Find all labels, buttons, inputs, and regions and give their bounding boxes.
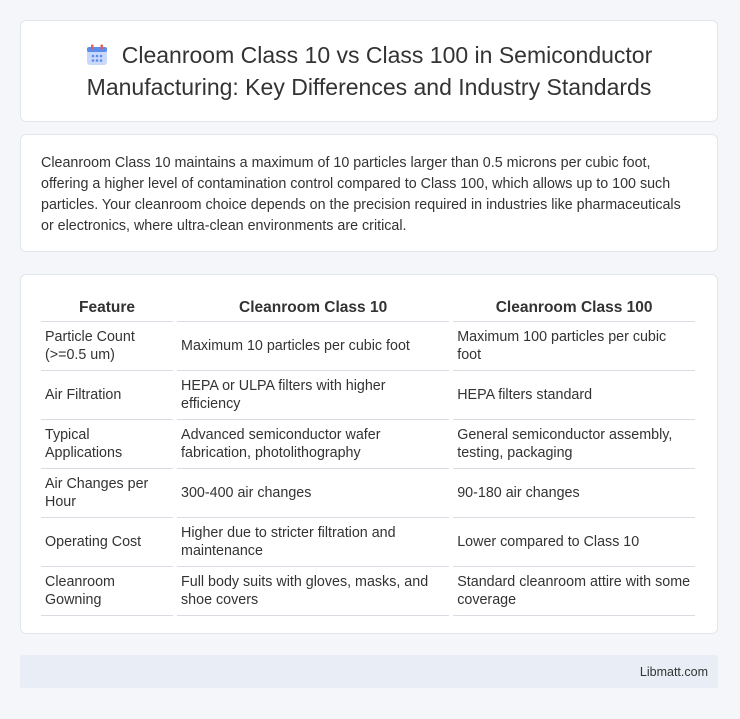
comparison-card xyxy=(20,274,718,634)
class-10-cell: Full body suits with gloves, masks, and shoe covers xyxy=(177,567,449,616)
footer-bar xyxy=(20,655,718,688)
feature-cell: Cleanroom Gowning xyxy=(41,567,173,616)
comparison-table xyxy=(37,297,699,616)
table-row xyxy=(41,420,695,469)
footer-brand: Libmatt.com xyxy=(639,664,708,679)
table-header-row xyxy=(41,297,695,322)
feature-cell: Particle Count (>=0.5 um) xyxy=(41,322,173,371)
page-title xyxy=(49,41,689,102)
class-10-cell: Maximum 10 particles per cubic foot xyxy=(177,322,449,371)
page-title-text: Cleanroom Class 10 vs Class 100 in Semiconductor Manufacturing: Key Differences and Industry Standards xyxy=(86,41,653,100)
class-10-cell: Advanced semiconductor wafer fabrication, photolithography xyxy=(177,420,449,469)
intro-paragraph: Cleanroom Class 10 maintains a maximum of 10 particles larger than 0.5 microns per cubic foot, offering a higher level of contamination control compared to Class 100, which allows up to 100 such particles. Your cleanroom choice depends on the precision required in industries like pharmaceuticals or electronics, where ultra-clean environments are critical. xyxy=(41,155,681,234)
class-100-cell: Maximum 100 particles per cubic foot xyxy=(453,322,695,371)
class-100-cell: 90-180 air changes xyxy=(453,469,695,518)
intro-card xyxy=(20,134,718,252)
class-10-cell: HEPA or ULPA filters with higher efficiency xyxy=(177,371,449,420)
class-10-cell: 300-400 air changes xyxy=(177,469,449,518)
class-10-cell: Higher due to stricter filtration and maintenance xyxy=(177,518,449,567)
header-class-100: Cleanroom Class 100 xyxy=(453,297,695,322)
class-100-cell: Standard cleanroom attire with some coverage xyxy=(453,567,695,616)
table-row xyxy=(41,567,695,616)
calendar-icon xyxy=(86,44,108,73)
table-row xyxy=(41,371,695,420)
class-100-cell: HEPA filters standard xyxy=(453,371,695,420)
title-card xyxy=(20,20,718,122)
table-row xyxy=(41,469,695,518)
class-100-cell: Lower compared to Class 10 xyxy=(453,518,695,567)
table-row xyxy=(41,518,695,567)
header-feature: Feature xyxy=(41,297,173,322)
feature-cell: Air Filtration xyxy=(41,371,173,420)
header-class-10: Cleanroom Class 10 xyxy=(177,297,449,322)
feature-cell: Operating Cost xyxy=(41,518,173,567)
table-row xyxy=(41,322,695,371)
feature-cell: Air Changes per Hour xyxy=(41,469,173,518)
feature-cell: Typical Applications xyxy=(41,420,173,469)
class-100-cell: General semiconductor assembly, testing, packaging xyxy=(453,420,695,469)
